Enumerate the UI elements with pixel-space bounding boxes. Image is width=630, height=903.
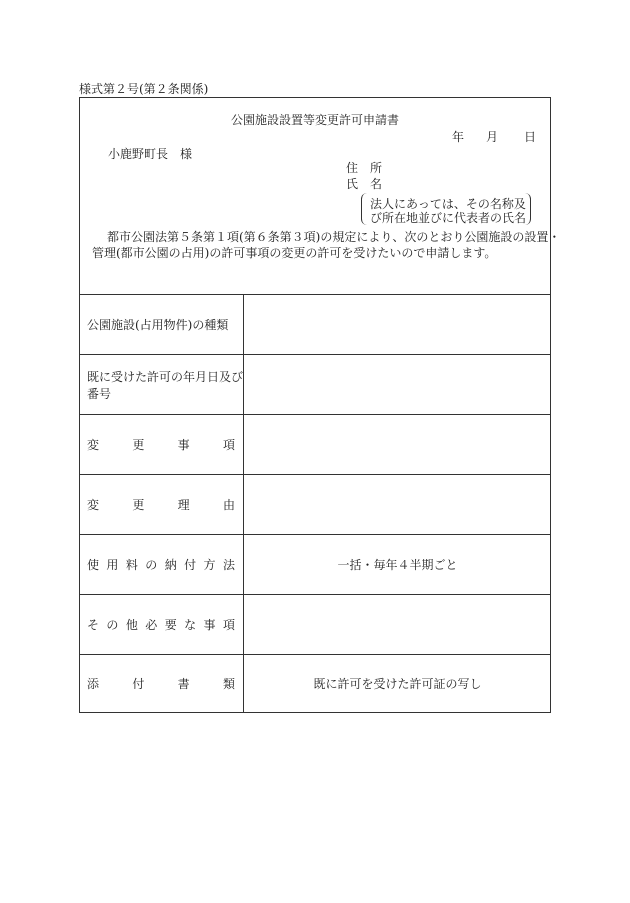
row-label-line: 番号	[87, 387, 112, 401]
table-row	[80, 654, 550, 712]
date-year-label: 年	[452, 130, 465, 144]
table-row	[80, 294, 550, 355]
row-value-cell	[245, 414, 550, 474]
row-label	[87, 594, 235, 654]
application-statement-line: 管理(都市公園の占用)の許可事項の変更の許可を受けたいので申請します。	[92, 246, 497, 260]
row-label-cell	[80, 294, 244, 354]
row-label-cell	[80, 594, 244, 654]
table-row	[80, 414, 550, 475]
row-label: 公園施設(占用物件)の種類	[87, 317, 229, 332]
addressee: 小鹿野町長 様	[108, 147, 193, 161]
row-label	[87, 654, 235, 712]
label-char: 項	[222, 617, 235, 632]
label-char: 項	[222, 437, 235, 452]
row-label-cell	[80, 654, 244, 712]
label-char: 納	[164, 557, 177, 572]
address-label: 住 所	[346, 161, 383, 175]
table-row	[80, 474, 550, 535]
form-title: 公園施設設置等変更許可申請書	[230, 113, 399, 127]
corporate-note-line: 法人にあっては、その名称及	[370, 197, 526, 211]
label-char: 事	[203, 617, 216, 632]
label-char: 他	[125, 617, 138, 632]
table-row	[80, 354, 550, 415]
label-char: の	[145, 557, 158, 572]
label-char: 変	[87, 497, 100, 512]
corporate-note-line: び所在地並びに代表者の氏名	[370, 211, 527, 225]
label-char: 付	[132, 676, 145, 691]
label-char: 必	[145, 617, 158, 632]
label-char: 料	[125, 557, 138, 572]
label-char: の	[106, 617, 119, 632]
row-label	[87, 534, 235, 594]
application-statement-line: 都市公園法第５条第１項(第６条第３項)の規定により、次のとおり公園施設の設置・	[107, 230, 561, 244]
row-label	[87, 414, 235, 474]
row-value-cell	[245, 474, 550, 534]
payment-method-value: 一括・毎年４半期ごと	[337, 557, 458, 572]
label-char: 法	[222, 557, 235, 572]
attachments-value: 既に許可を受けた許可証の写し	[313, 676, 482, 691]
name-label: 氏 名	[346, 177, 383, 191]
row-label-cell	[80, 534, 244, 594]
table-row	[80, 594, 550, 655]
label-char: 要	[164, 617, 177, 632]
label-char: 類	[222, 676, 235, 691]
form-number-label: 様式第２号(第２条関係)	[79, 82, 209, 96]
form-header	[80, 98, 561, 295]
label-char: 付	[184, 557, 197, 572]
row-label-cell	[80, 354, 244, 414]
table-row	[80, 534, 550, 595]
label-char: 書	[177, 676, 190, 691]
row-label-cell	[80, 474, 244, 534]
label-char: 更	[132, 497, 145, 512]
label-char: そ	[87, 617, 100, 632]
label-char: 使	[87, 557, 100, 572]
label-char: 由	[222, 497, 235, 512]
date-month-label: 月	[486, 130, 499, 144]
label-char: 理	[177, 497, 190, 512]
row-label	[87, 369, 243, 403]
row-label	[87, 474, 235, 534]
row-value-cell	[245, 294, 550, 354]
label-char: 添	[87, 676, 100, 691]
row-label-cell	[80, 414, 244, 474]
row-value-cell	[245, 594, 550, 654]
label-char: 事	[177, 437, 190, 452]
row-value-cell	[245, 354, 550, 414]
row-label-line: 既に受けた許可の年月日及び	[87, 370, 244, 384]
application-form	[79, 97, 561, 713]
label-char: 方	[203, 557, 216, 572]
date-day-label: 日	[524, 130, 537, 144]
label-char: 用	[106, 557, 119, 572]
label-char: 更	[132, 437, 145, 452]
label-char: 変	[87, 437, 100, 452]
label-char: な	[184, 617, 197, 632]
